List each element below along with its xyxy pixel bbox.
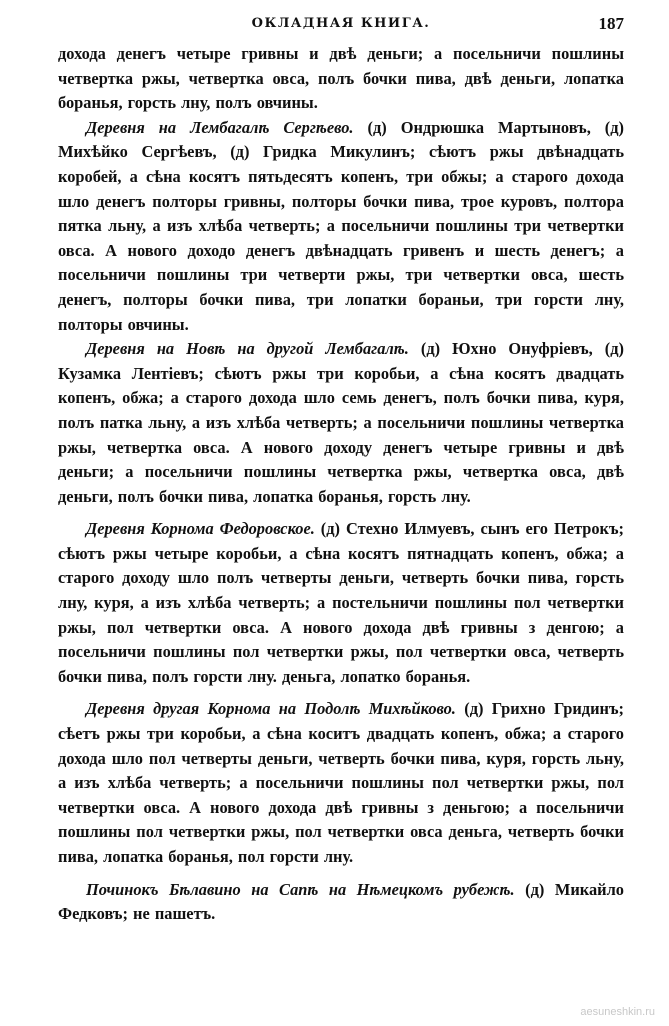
paragraph-lembagal-sergeevo: [58, 116, 624, 337]
paragraph-text: дохода денегъ четыре гривны и двѣ деньги; а посельничи пошлины четвертка ржы, четвертка овса, полъ бочки пива, двѣ деньги, лопатка боранья, горсть лну, полъ овчины.: [58, 44, 624, 113]
paragraph-text: (д) Стехно Илмуевъ, сынъ его Петрокъ; сѣютъ ржы четыре коробьи, а сѣна косятъ пятнадцать копенъ, обжа; а старого доходу шло полъ четверты деньги, четверть бочки пива, горсть лну, куря, а изъ хлѣба четверть; а постельничи пошлины пол четвертки ржы, пол четвертки овса. А нового дохода двѣ гривны з денгою; а посельничи пошлины пол четвертки ржы, пол четвертки овса, четверть бочки пива, полъ горсти лну. деньга, лопатко боранья.: [58, 519, 624, 686]
paragraph-text: (д) Грихно Гридинъ; сѣетъ ржы три коробьи, а сѣна коситъ двадцать копенъ, обжа; а старого дохода шло пол четверты деньги, четверть бочки пива, куря, горсть льну, а изъ хлѣба четверть; а посельничи пошлины пол четвертки ржы, пол четвертки овса. А нового дохода двѣ гривны з деньгою; а посельничи пошлины пол четвертки ржы, пол четвертки овса деньга, четверть бочки пива, лопатка боранья, пол горсти лну.: [58, 699, 625, 866]
paragraph-text: (д) Микайло Федковъ; не пашетъ.: [58, 879, 624, 924]
paragraph-nov-lembagal: [58, 337, 624, 509]
paragraph-pochinok-belavino: [58, 878, 624, 927]
paragraph-heading: Починокъ Бѣлавино на Сапѣ на Нѣмецкомъ рубежѣ.: [86, 879, 515, 899]
paragraph-heading: Деревня на Новѣ на другой Лембагалѣ.: [86, 339, 409, 359]
paragraph-heading: Деревня на Лембагалѣ Сергѣево.: [86, 117, 354, 137]
paragraph-heading: Деревня другая Корнома на Подолѣ Михѣйково.: [86, 699, 456, 719]
paragraph-heading: Деревня Корнома Федоровское.: [86, 519, 315, 539]
paragraph-text: (д) Юхно Онуфріевъ, (д) Кузамка Лентіевъ; сѣютъ ржы три коробьи, а сѣна косятъ двадцать копенъ, обжа; а старого дохода шло семь денегъ, полъ бочки пива, куря, полъ патка льну, а изъ хлѣба четверть; а посельничи пошлины четвертка ржы, четвертка овса. А нового доходу денегъ четыре гривны и двѣ деньги; а посельничи пошлины четвертка ржы, четвертка овса, двѣ деньги, полъ бочки пива, лопатка боранья, горсть лну.: [58, 339, 624, 506]
paragraph-kornoma-fedorovskoe: [58, 517, 624, 689]
book-page: [58, 14, 624, 927]
paragraph-text: (д) Ондрюшка Мартыновъ, (д) Михѣйко Сергѣевъ, (д) Гридка Микулинъ; сѣютъ ржы двѣнадцать коробей, а сѣна косятъ пятьдесятъ копенъ, три обжы; а старого дохода шло денегъ полторы гривны, полторы бочки пива, трое куровъ, полтора пятка льну, а изъ хлѣба четверть; а посельничи пошлины три четвертки овса. А нового доходо денегъ двѣнадцать гривенъ и шесть денегъ; а посельничи пошлины три четверти ржы, три четвертки овса, шесть денегъ, полторы бочки пива, три лопатки бораньи, три горсти лну, полторы овчины.: [58, 117, 624, 334]
running-title: ОКЛАДНАЯ КНИГА.: [251, 16, 431, 31]
body-text: [58, 42, 624, 927]
page-number: 187: [598, 14, 624, 33]
watermark: aesuneshkin.ru: [580, 1006, 655, 1018]
page-header: [58, 14, 624, 42]
paragraph-kornoma-mikheikovo: [58, 697, 624, 869]
paragraph-continuation: [58, 42, 624, 116]
